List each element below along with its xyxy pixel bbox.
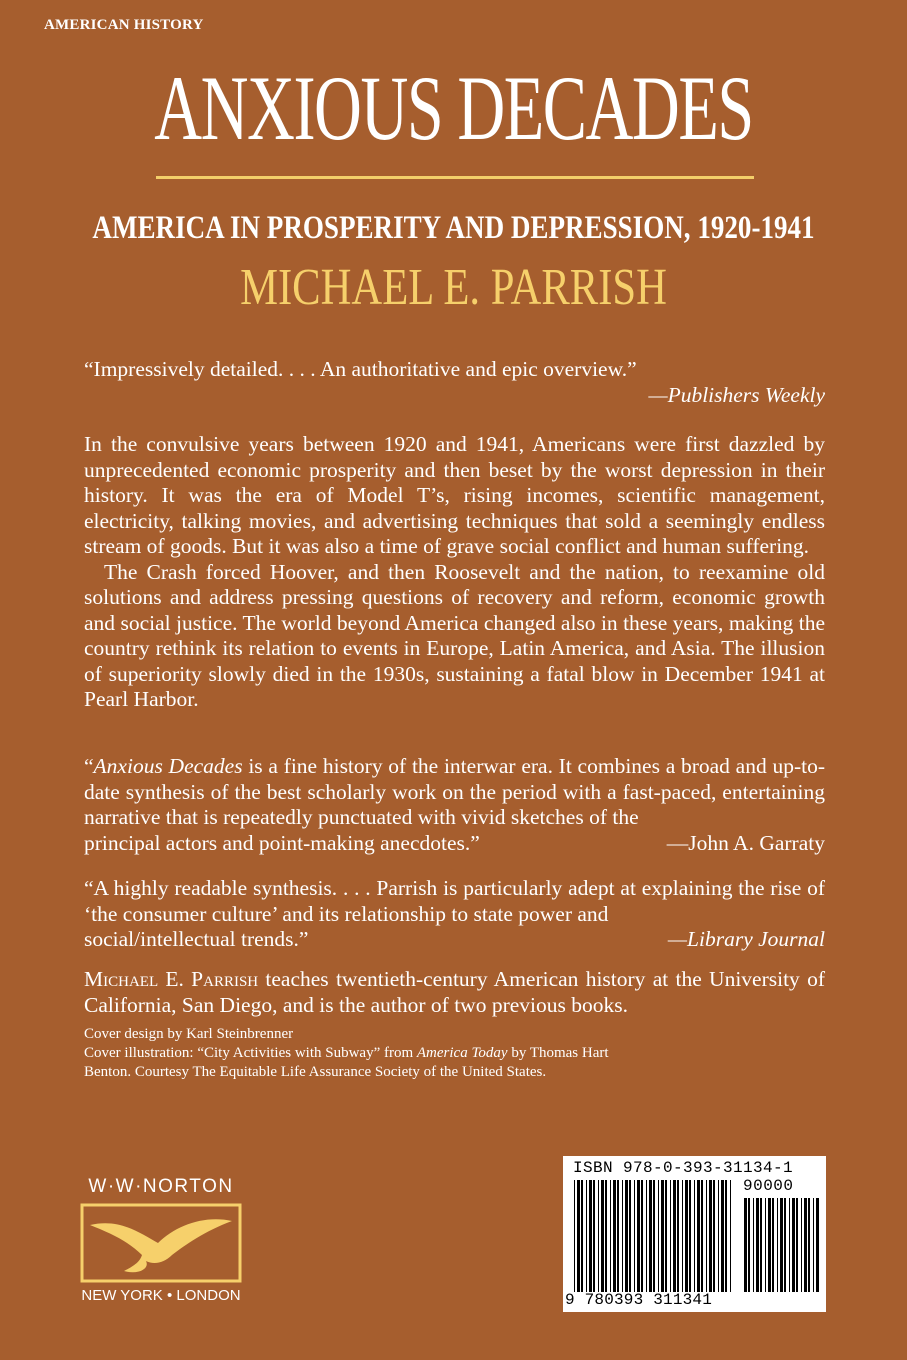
barcode-bar [789,1198,790,1292]
barcode-bar [808,1198,810,1292]
barcode-bar [665,1180,667,1292]
author-bio-name: Michael E. Parrish [84,967,259,991]
barcode-bar [646,1180,647,1292]
isbn-number: ISBN 978-0-393-31134-1 [573,1159,794,1177]
barcode-bar [685,1180,688,1292]
barcode-bar [634,1180,635,1292]
cover-illustration-credit: Cover illustration: “City Activities with Subway” from America Today by Thomas Hart Benton. Courtesy The Equitable Life Assurance Society of the United States. [84,1045,609,1080]
barcode-bar [581,1180,583,1292]
review-source-2: —John A. Garraty [666,830,825,855]
book-author: MICHAEL E. PARRISH [240,259,667,316]
barcode-bar [673,1180,676,1292]
book-title: ANXIOUS DECADES [154,57,753,159]
title-divider [156,176,754,179]
barcode-bar [622,1180,623,1292]
barcode-bar [721,1180,724,1292]
publisher-name: W·W·NORTON [88,1176,234,1197]
series-category: AMERICAN HISTORY [44,17,204,33]
author-bio: Michael E. Parrish teaches twentieth-century American history at the University of California, San Diego, and is the author of two previous books. [84,967,825,1017]
barcode-bar [586,1180,587,1292]
review-source-3: —Library Journal [667,927,825,951]
review-source-1: —Publishers Weekly [648,383,825,407]
barcode-bar [718,1180,719,1292]
barcode-bar [601,1180,604,1292]
description-paragraph-1: In the convulsive years between 1920 and 1941, Americans were first dazzled by unprecedented economic prosperity and then beset by the worst depression in their history. It was the era of Model T’s, rising incomes, scientific management, electricity, talking movies, and advertising techniques that sold a seemingly endless stream of goods. But it was also a time of grave social conflict and human suffering. [84,432,825,558]
barcode-bar [641,1180,643,1292]
barcode-bar [784,1198,786,1292]
cover-design-credit: Cover design by Karl Steinbrenner [84,1026,294,1042]
barcode-bar [756,1198,759,1292]
book-title-reference: Anxious Decades [93,754,243,778]
barcode-bar [780,1198,783,1292]
barcode-bar [689,1180,691,1292]
barcode-bar [792,1198,795,1292]
review-quote-2: “Anxious Decades is a fine history of the interwar era. It combines a broad and up-to-date synthesis of the best scholarly work on the period with a fast-paced, entertaining narrative that is repeatedly punctuated with vivid sketches of the principal actors and point-making anecdotes.” —John A. Garraty [84,754,825,855]
barcode-bar [748,1198,750,1292]
barcode-bar [768,1198,771,1292]
barcode-bar [725,1180,727,1292]
barcode-bar [593,1180,595,1292]
barcode-bar [777,1198,778,1292]
barcode-bar [577,1180,580,1292]
barcode-bar [629,1180,631,1292]
publisher-city: NEW YORK • LONDON [81,1287,241,1304]
isbn-barcode [563,1156,826,1312]
barcode-bar [765,1198,766,1292]
barcode-bar [598,1180,599,1292]
barcode-bar [713,1180,715,1292]
barcode-bar [813,1198,814,1292]
barcode-bar [730,1180,731,1292]
barcode-bar [661,1180,664,1292]
review-quote-3: “A highly readable synthesis. . . . Parrish is particularly adept at explaining the rise of ‘the consumer culture’ and its relationship to state power and social/intellectual trends.” —Library Journal [84,876,825,951]
barcode-bar [677,1180,679,1292]
description-paragraph-2: The Crash forced Hoover, and then Roosevelt and the nation, to reexamine old solutions and address pressing questions of recovery and reform, economic growth and social justice. The world beyond America changed also in these years, making the country rethink its relation to events in Europe, Latin America, and Asia. The illusion of superiority slowly died in the 1930s, sustaining a fatal blow in December 1941 at Pearl Harbor. [84,559,825,711]
barcode-bar [753,1198,754,1292]
barcode-bar [760,1198,762,1292]
barcode-bar [709,1180,712,1292]
ean-number: 9 780393 311341 [565,1291,713,1309]
seagull-icon [80,1203,242,1283]
barcode-bar [605,1180,607,1292]
barcode-bar [610,1180,611,1292]
barcode-bar [804,1198,807,1292]
barcode-bar [697,1180,700,1292]
book-description [84,432,825,713]
book-subtitle: AMERICA IN PROSPERITY AND DEPRESSION, 1920-1941 [92,210,815,246]
barcode-bar [701,1180,703,1292]
barcode-bar [617,1180,619,1292]
barcode-bar [670,1180,671,1292]
review-quote-1: “Impressively detailed. . . . An authoritative and epic overview.” [84,357,637,381]
barcode-bar [649,1180,652,1292]
barcode-bar [744,1198,747,1292]
barcode-bar [637,1180,640,1292]
cover-credits [84,1025,644,1082]
price-code: 90000 [743,1177,794,1195]
barcode-bar [801,1198,802,1292]
barcode-bar [682,1180,683,1292]
barcode-bar [658,1180,659,1292]
barcode-bar [653,1180,655,1292]
barcode-bars-addon [743,1198,819,1292]
barcode-bar [589,1180,592,1292]
barcode-bar [796,1198,798,1292]
barcode-bar [613,1180,616,1292]
barcode-bar [574,1180,575,1292]
barcode-bar [816,1198,819,1292]
barcode-bars-main [573,1180,735,1292]
barcode-bar [625,1180,628,1292]
barcode-bar [694,1180,695,1292]
barcode-bar [706,1180,707,1292]
barcode-bar [772,1198,774,1292]
